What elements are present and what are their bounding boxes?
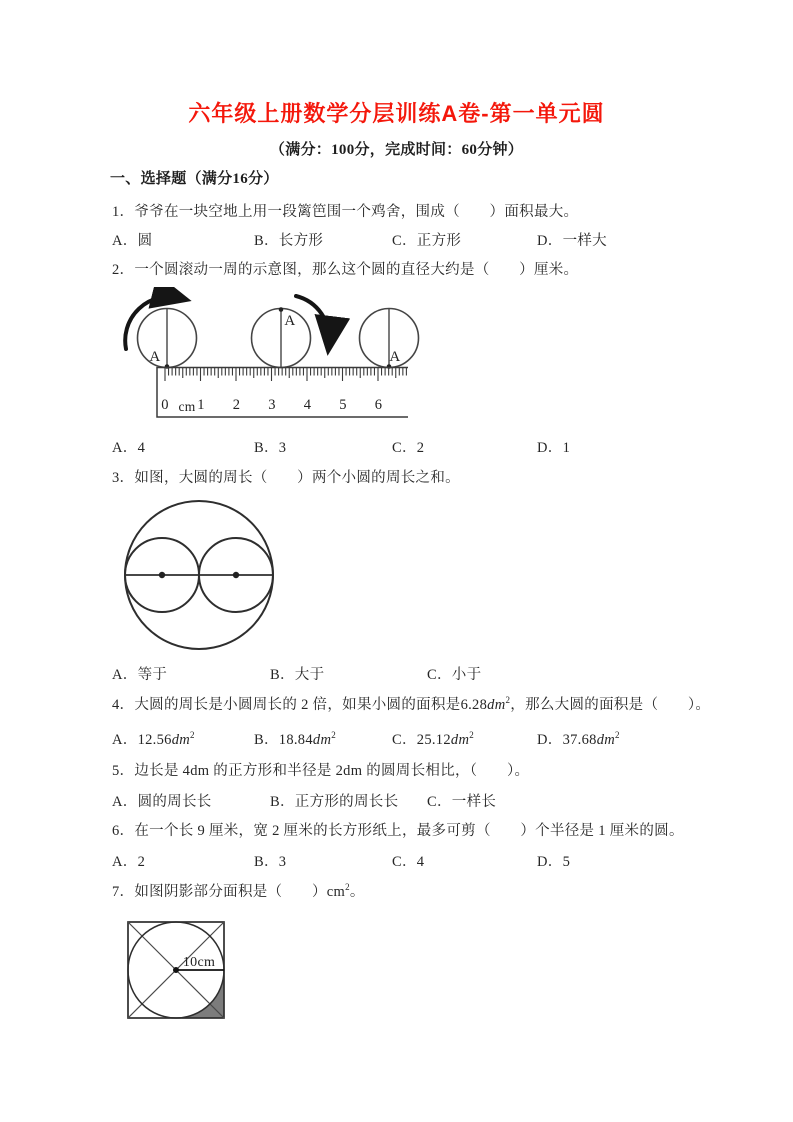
option-d: D．一样大 [537, 233, 607, 249]
option-c: C．$25.12dm^2$ [392, 730, 475, 748]
option-d: D．5 [537, 854, 571, 870]
option-a: A．$12.56dm^2$ [112, 730, 195, 748]
point-a-dot-2 [279, 307, 284, 312]
option-b: B．正方形的周长长 [270, 794, 399, 810]
question-1-stem: 1．爷爷在一块空地上用一段篱笆围一个鸡舍，围成（ ）面积最大。 [112, 204, 579, 220]
rolling-circle-diagram [110, 287, 432, 431]
question-2-stem: 2．一个圆滚动一周的示意图，那么这个圆的直径大约是（ ）厘米。 [112, 262, 579, 278]
ruler-number-0: 0 [161, 397, 169, 413]
question-7-stem: 7．如图阴影部分面积是（ ）$cm^2$。 [112, 882, 365, 900]
option-a: A．圆的周长长 [112, 794, 212, 810]
ruler-number-5: 5 [339, 397, 347, 413]
question-5-options [112, 790, 672, 811]
radius-label: 10cm [182, 955, 216, 970]
question-6-options [112, 850, 732, 871]
ruler-ticks [165, 368, 406, 381]
option-d: D．1 [537, 440, 571, 456]
option-a: A．圆 [112, 233, 153, 249]
question-5-stem: 5．边长是 4dm 的正方形和半径是 2dm 的圆周长相比，（ ）。 [112, 763, 530, 779]
ruler-number-6: 6 [374, 397, 383, 413]
question-3-stem: 3．如图，大圆的周长（ ）两个小圆的周长之和。 [112, 470, 460, 486]
option-c: C．一样长 [427, 794, 497, 810]
option-a: A．2 [112, 854, 146, 870]
option-b: B．$18.84dm^2$ [254, 730, 337, 748]
option-c: C．4 [392, 854, 425, 870]
ruler-number-2: 2 [232, 397, 241, 413]
big-small-circles-diagram [120, 495, 280, 657]
option-b: B．3 [254, 440, 287, 456]
section-heading-choice: 一、选择题（满分16分） [110, 171, 279, 187]
question-4-options [112, 728, 732, 749]
option-b: B．长方形 [254, 233, 324, 249]
option-b: B．大于 [270, 667, 325, 683]
option-a: A．4 [112, 440, 146, 456]
point-a-label-3: A [389, 349, 401, 365]
center-dot-left [159, 572, 165, 578]
ruler-number-1: 1 [197, 397, 205, 413]
option-a: A．等于 [112, 667, 168, 683]
ruler-number-4: 4 [303, 397, 312, 413]
rotation-arrow-left-icon [125, 297, 180, 349]
page-title: 六年级上册数学分层训练A卷-第一单元圆 [188, 101, 605, 126]
question-3-options [112, 663, 672, 684]
ruler-unit-cm: cm [178, 399, 196, 414]
option-c: C．小于 [427, 667, 482, 683]
page-subtitle: （满分：100分，完成时间：60分钟） [269, 142, 524, 158]
point-a-label-1: A [149, 349, 161, 365]
question-2-options [112, 436, 732, 457]
option-d: D．$37.68dm^2$ [537, 730, 620, 748]
question-6-stem: 6．在一个长 9 厘米，宽 2 厘米的长方形纸上，最多可剪（ ）个半径是 1 厘米的圆。 [112, 823, 684, 839]
ruler-number-3: 3 [268, 397, 276, 413]
option-b: B．3 [254, 854, 287, 870]
rotation-arrow-right-icon [296, 296, 329, 344]
square-circle-diagram [126, 920, 228, 1022]
question-1-options [112, 229, 732, 250]
option-c: C．正方形 [392, 233, 462, 249]
point-a-label-2: A [284, 313, 296, 329]
option-c: C．2 [392, 440, 425, 456]
center-dot [173, 967, 179, 973]
question-4-stem: 4．大圆的周长是小圆周长的 2 倍，如果小圆的面积是$6.28dm^2$，那么大圆的面积是（ ）。 [112, 695, 711, 713]
center-dot-right [233, 572, 239, 578]
